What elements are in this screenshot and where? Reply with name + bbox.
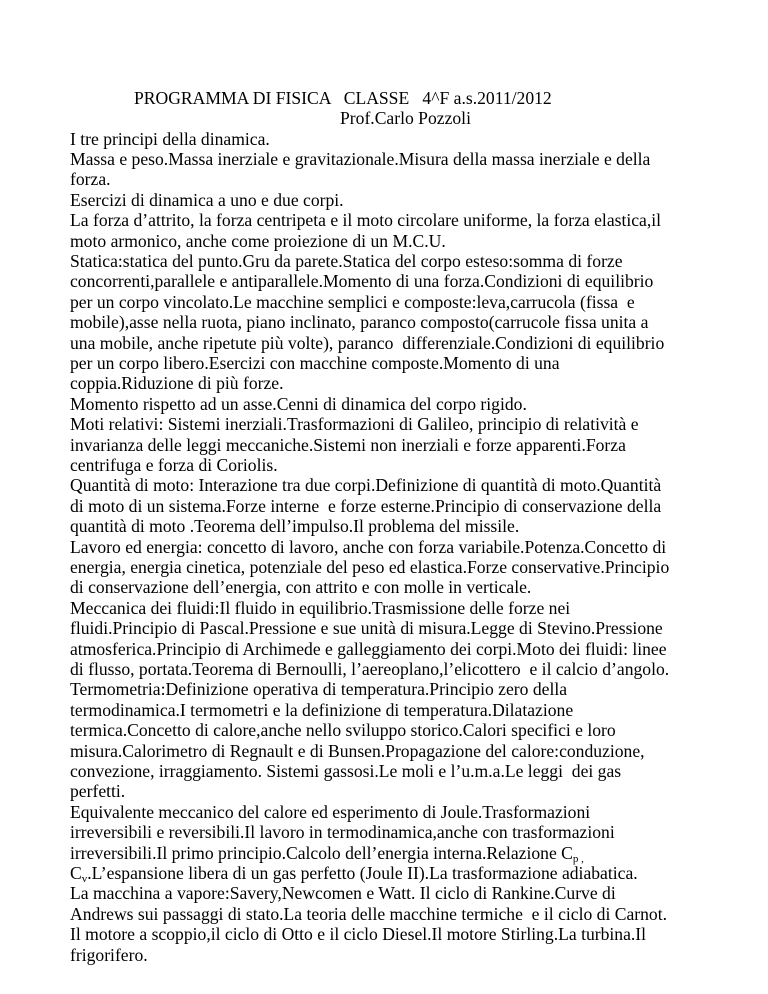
text-line: per un corpo libero.Esercizi con macchine composte.Momento di una [70,353,560,373]
text-line: Massa e peso.Massa inerziale e gravitazionale.Misura della massa inerziale e della [70,149,651,169]
document-author: Prof.Carlo Pozzoli [340,108,471,128]
text-line: atmosferica.Principio di Archimede e galleggiamento dei corpi.Moto dei fluidi: linee [70,639,667,659]
text-line: centrifuga e forza di Coriolis. [70,455,278,475]
text-line: Andrews sui passaggi di stato.La teoria delle macchine termiche e il ciclo di Carnot. [70,904,668,924]
text-line: frigorifero. [70,945,148,965]
text-line: Il motore a scoppio,il ciclo di Otto e il ciclo Diesel.Il motore Stirling.La turbina.Il [70,924,647,944]
text-line: perfetti. [70,781,126,801]
document-title: PROGRAMMA DI FISICA CLASSE 4^F a.s.2011/2012 [134,88,552,108]
text-line: di moto di un sistema.Forze interne e forze esterne.Principio di conservazione della [70,496,662,516]
text-line: I tre principi della dinamica. [70,129,270,149]
text-line: Equivalente meccanico del calore ed esperimento di Joule.Trasformazioni [70,802,591,822]
text-line: fluidi.Principio di Pascal.Pressione e sue unità di misura.Legge di Stevino.Pressione [70,618,663,638]
text-line: termodinamica.I termometri e la definizione di temperatura.Dilatazione [70,700,574,720]
text-line: energia, energia cinetica, potenziale del peso ed elastica.Forze conservative.Principio [70,557,670,577]
text-line: di flusso, portata.Teorema di Bernoulli, l’aereoplano,l’elicottero e il calcio d’angolo. [70,659,670,679]
text-line: La macchina a vapore:Savery,Newcomen e Watt. Il ciclo di Rankine.Curve di [70,883,616,903]
text-line: coppia.Riduzione di più forze. [70,373,284,393]
text-line: moto armonico, anche come proiezione di un M.C.U. [70,231,446,251]
subscript-v: v [81,873,88,885]
text-line: concorrenti,parallele e antiparallele.Momento di una forza.Condizioni di equilibrio [70,271,654,291]
text-line: irreversibili e reversibili.Il lavoro in termodinamica,anche con trasformazioni [70,822,615,842]
text-line: invarianza delle leggi meccaniche.Sistemi non inerziali e forze apparenti.Forza [70,435,626,455]
text-line: quantità di moto .Teorema dell’impulso.Il problema del missile. [70,516,520,536]
text-line: Moti relativi: Sistemi inerziali.Trasformazioni di Galileo, principio di relatività e [70,414,639,434]
cv-rest: .L’espansione libera di un gas perfetto (Joule II).La trasformazione adiabatica. [87,863,638,883]
relation-text: irreversibili.Il primo principio.Calcolo dell’energia interna.Relazione C [70,843,573,863]
text-line: una mobile, anche ripetute più volte), paranco differenziale.Condizioni di equilibrio [70,333,665,353]
text-line: convezione, irraggiamento. Sistemi gassosi.Le moli e l’u.m.a.Le leggi dei gas [70,761,622,781]
text-line-cv [70,863,638,883]
text-line: La forza d’attrito, la forza centripeta e il moto circolare uniforme, la forza elastica,il [70,210,662,230]
text-line: per un corpo vincolato.Le macchine semplici e composte:leva,carrucola (fissa e [70,292,635,312]
text-line: Termometria:Definizione operativa di temperatura.Principio zero della [70,679,568,699]
text-line: forza. [70,169,111,189]
text-line: Momento rispetto ad un asse.Cenni di dinamica del corpo rigido. [70,394,527,414]
text-line: Statica:statica del punto.Gru da parete.Statica del corpo esteso:somma di forze [70,251,623,271]
text-line: Lavoro ed energia: concetto di lavoro, anche con forza variabile.Potenza.Concetto di [70,537,667,557]
text-line: misura.Calorimetro di Regnault e di Bunsen.Propagazione del calore:conduzione, [70,741,645,761]
text-line: Quantità di moto: Interazione tra due corpi.Definizione di quantità di moto.Quantità [70,475,662,495]
text-line-relation [70,843,584,863]
text-line: Esercizi di dinamica a uno e due corpi. [70,190,344,210]
text-line: termica.Concetto di calore,anche nello sviluppo storico.Calori specifici e loro [70,720,616,740]
cv-c: C [70,863,82,883]
subscript-p: p , [572,853,584,865]
text-line: mobile),asse nella ruota, piano inclinato, paranco composto(carrucole fissa unita a [70,312,649,332]
text-line: di conservazione dell’energia, con attrito e con molle in verticale. [70,577,532,597]
text-line: Meccanica dei fluidi:Il fluido in equilibrio.Trasmissione delle forze nei [70,598,571,618]
